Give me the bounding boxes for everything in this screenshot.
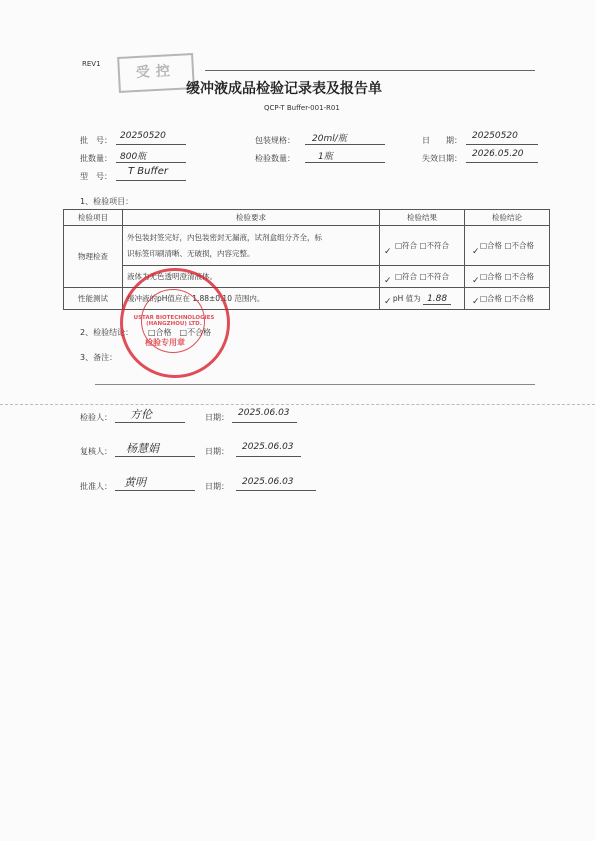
- result-physical-1: □符合 □不符合: [380, 226, 465, 266]
- approver-signature: 黄明: [124, 476, 146, 489]
- check-mark-icon: ✓: [472, 247, 480, 257]
- section1-heading: 1、检验项目：: [80, 197, 134, 206]
- ph-prefix: pH 值为: [392, 294, 421, 303]
- conclusion-performance: □合格 □不合格: [465, 288, 550, 310]
- req-physical-1b: 识标签印刷清晰、无破损，内容完整。: [127, 249, 255, 258]
- section3-heading: 3、备注：: [80, 353, 118, 362]
- check-mark-icon: ✓: [384, 276, 392, 286]
- section2-options: □合格 □不合格: [148, 328, 212, 337]
- seal-center-text: 检验专用章: [145, 338, 185, 347]
- check-mark-icon: ✓: [472, 297, 480, 307]
- req-physical-1a: 外包装封签完好，内包装密封无漏液，试剂盒组分齐全，标: [127, 233, 322, 242]
- reviewer-date: 2025.06.03: [242, 442, 294, 452]
- inspector-date-label: 日期：: [205, 413, 229, 422]
- remarks-line: [95, 384, 535, 385]
- qty-value: 800瓶: [120, 152, 147, 162]
- result-performance: [380, 288, 465, 310]
- inspection-table: [63, 209, 550, 310]
- col-header-requirement: 检验要求: [123, 210, 380, 226]
- document-title: 缓冲液成品检验记录表及报告单: [186, 81, 382, 97]
- batch-value: 20250520: [120, 131, 166, 141]
- reviewer-date-underline: [236, 456, 301, 457]
- revision-label: REV1: [82, 60, 101, 68]
- approver-date-underline: [236, 490, 316, 491]
- controlled-stamp: 受控: [117, 53, 195, 93]
- reviewer-underline: [115, 456, 195, 457]
- sample-label: 检验数量：: [255, 154, 295, 163]
- inspector-signature: 方伦: [130, 408, 152, 421]
- approver-underline: [115, 490, 195, 491]
- col-header-conclusion: 检验结论: [465, 210, 550, 226]
- date-label: 日 期：: [422, 136, 462, 145]
- qty-label: 批数量：: [80, 154, 112, 163]
- seal-ring-text: USTAR BIOTECHNOLOGIES (HANGZHOU) LTD.: [133, 315, 215, 327]
- item-performance: 性能测试: [64, 288, 123, 310]
- model-underline: [116, 180, 186, 181]
- inspector-underline: [115, 422, 185, 423]
- check-mark-icon: ✓: [472, 276, 480, 286]
- expiry-value: 2026.05.20: [472, 149, 524, 159]
- ph-value: 1.88: [423, 294, 451, 305]
- reviewer-label: 复核人：: [80, 447, 112, 456]
- req-performance: 缓冲液的pH值应在 1.88±0.10 范围内。: [123, 288, 380, 310]
- date-value: 20250520: [472, 131, 518, 141]
- reviewer-date-label: 日期：: [205, 447, 229, 456]
- expiry-underline: [466, 162, 538, 163]
- conclusion-physical-1: □合格 □不合格: [465, 226, 550, 266]
- batch-underline: [116, 144, 186, 145]
- header-rule: [205, 70, 535, 71]
- expiry-label: 失效日期：: [422, 154, 462, 163]
- model-label: 型 号：: [80, 172, 112, 181]
- req-physical-1: [123, 226, 380, 266]
- date-underline: [466, 144, 538, 145]
- spec-label: 包装规格：: [255, 136, 295, 145]
- item-physical: 物理检查: [64, 226, 123, 288]
- req-physical-2: 液体为无色透明澄清液体。: [123, 266, 380, 288]
- col-header-item: 检验项目: [64, 210, 123, 226]
- section2-heading: 2、检验结论：: [80, 328, 134, 337]
- batch-label: 批 号：: [80, 136, 112, 145]
- check-mark-icon: ✓: [384, 247, 392, 257]
- document-code: QCP-T Buffer-001-R01: [264, 104, 340, 112]
- sample-underline: [305, 162, 385, 163]
- approver-date: 2025.06.03: [242, 477, 294, 487]
- qty-underline: [116, 162, 186, 163]
- separator: [0, 404, 595, 405]
- spec-value: 20ml/瓶: [312, 134, 347, 144]
- inspector-date: 2025.06.03: [238, 408, 290, 418]
- model-value: T Buffer: [128, 166, 168, 177]
- check-mark-icon: ✓: [384, 297, 392, 307]
- sample-value: 1瓶: [318, 152, 333, 162]
- conclusion-physical-2: □合格 □不合格: [465, 266, 550, 288]
- approver-date-label: 日期：: [205, 482, 229, 491]
- reviewer-signature: 杨慧娟: [126, 442, 159, 455]
- result-physical-2: □符合 □不符合: [380, 266, 465, 288]
- approver-label: 批准人：: [80, 482, 112, 491]
- spec-underline: [305, 144, 385, 145]
- inspector-date-underline: [232, 422, 297, 423]
- inspector-label: 检验人：: [80, 413, 112, 422]
- col-header-result: 检验结果: [380, 210, 465, 226]
